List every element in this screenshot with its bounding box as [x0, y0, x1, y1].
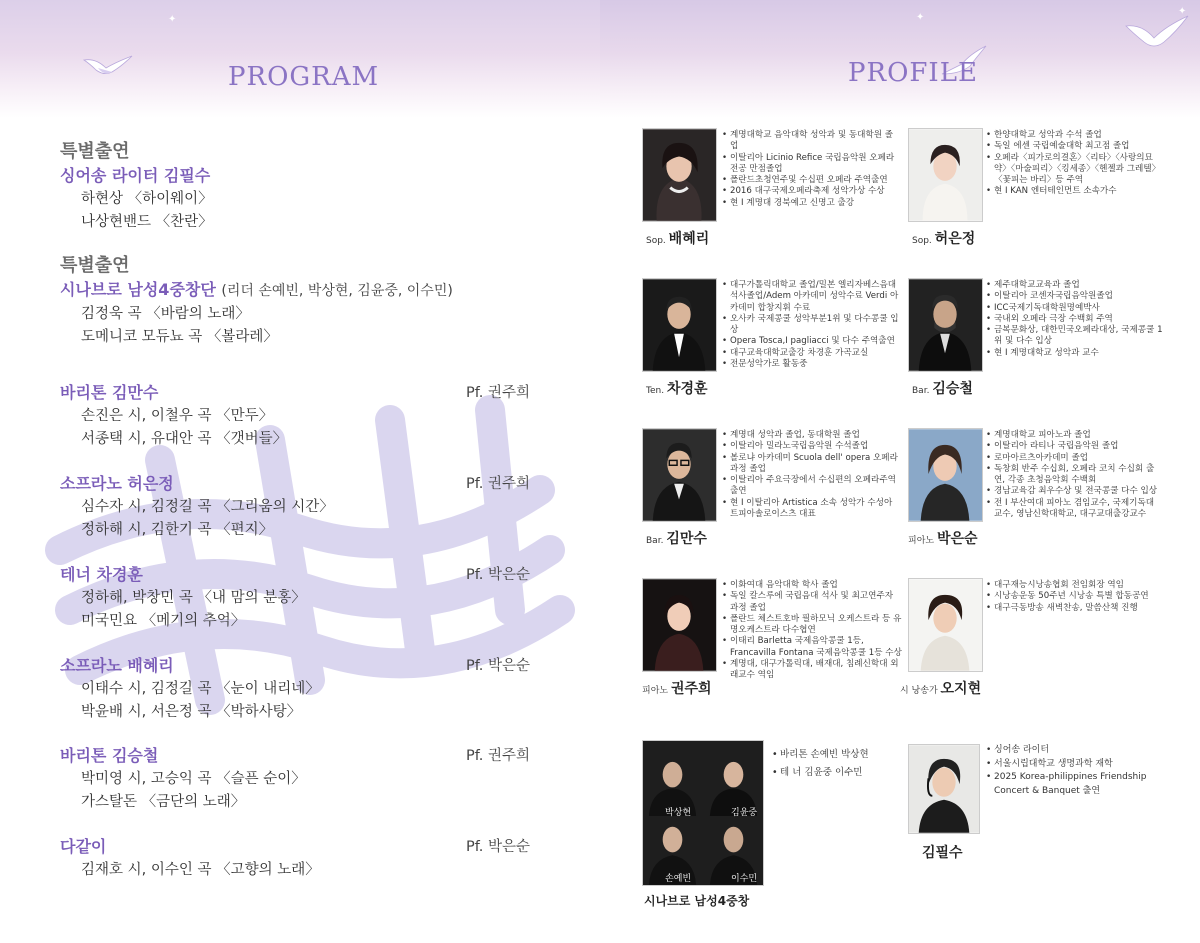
bio-list — [986, 280, 1164, 359]
bio-item: • 계명대학교 피아노과 졸업 — [986, 430, 1164, 441]
program-item: 김재호 시, 이수인 곡 〈고향의 노래〉 — [81, 862, 320, 878]
portrait-photo — [908, 428, 983, 522]
portrait-photo — [908, 744, 980, 834]
bio-item: • 이탈리아 주요극장에서 수십편의 오페라주역 출연 — [722, 475, 900, 498]
person-name: 권주희 — [670, 681, 712, 697]
group-photo — [642, 740, 764, 886]
seagull-icon — [1124, 12, 1190, 52]
person-name: 차경훈 — [666, 381, 708, 397]
person-role: Sop. — [646, 236, 666, 246]
program-item: 서종택 시, 유대안 곡 〈갯버들〉 — [81, 431, 288, 447]
person-name: 김만수 — [666, 531, 707, 547]
pianist-label: Pf. 권주희 — [465, 476, 530, 492]
pianist-label: Pf. 박은순 — [465, 839, 530, 855]
bio-item: • 독창회 반주 수십회, 오페라 코치 수십회 출연, 각종 초청음악회 수백회 — [986, 464, 1164, 487]
bio-list — [722, 580, 902, 682]
program-item: 하현상 〈하이웨이〉 — [81, 191, 213, 207]
bio-item: • 대구교육대학교출강 차경훈 가곡교실 — [722, 348, 902, 359]
bio-list — [986, 580, 1164, 614]
bio-item: • 전문성악가로 활동중 — [722, 359, 902, 370]
bio-list — [722, 130, 900, 209]
performer-name: 테너 차경훈 — [60, 565, 143, 584]
performer-name: 바리톤 김승철 — [60, 746, 159, 765]
person-role: 시 낭송가 — [900, 686, 938, 696]
program-item: 심수자 시, 김정길 곡 〈그리움의 시간〉 — [81, 499, 334, 515]
bio-item: • 오페라〈피가로의결혼〉〈리타〉〈사랑의묘약〉〈마술피리〉〈킹세종〉〈헨젤과 그레텔〉〈꽃피는 바리〉등 주역 — [986, 153, 1164, 187]
bio-list — [772, 746, 912, 782]
member-tag: 이수민 — [731, 874, 758, 884]
bio-item: • 대구극동방송 새벽찬송, 말씀산책 진행 — [986, 603, 1164, 614]
bio-list — [986, 744, 1176, 798]
person-role: 피아노 — [908, 536, 935, 546]
bio-item: • 이탈리아 코센자국립음악원졸업 — [986, 291, 1164, 302]
member-tag: 박상현 — [665, 808, 692, 818]
bio-item: • 서울시립대학교 생명과학 재학 — [986, 758, 1176, 772]
performer-members: (리더 손예빈, 박상현, 김윤중, 이수민) — [221, 283, 453, 299]
member-tag: 손예빈 — [665, 874, 692, 884]
pianist-label: Pf. 박은순 — [465, 658, 530, 674]
program-item: 박윤배 시, 서은정 곡 〈박하사탕〉 — [81, 704, 302, 720]
performer-name: 다같이 — [60, 837, 107, 856]
bio-item: • 계명대 성악과 졸업, 동대학원 졸업 — [722, 430, 900, 441]
pianist-label: Pf. 권주희 — [465, 748, 530, 764]
member-tag: 김윤중 — [731, 808, 758, 818]
person-name: 오지현 — [940, 681, 982, 697]
person-name: 배혜리 — [668, 231, 710, 247]
program-item: 김정욱 곡 〈바람의 노래〉 — [81, 306, 250, 322]
bio-item: • 현 I 계명대 경북예고 신명고 출강 — [722, 198, 900, 209]
bio-item: • 독일 칼스루에 국립음대 석사 및 최고연주자 과정 졸업 — [722, 591, 902, 614]
portrait-photo — [908, 278, 983, 372]
performance-block — [60, 654, 550, 724]
person-name: 허은정 — [934, 231, 976, 247]
performer-name: 소프라노 배혜리 — [60, 656, 174, 675]
pianist-label: Pf. 박은순 — [465, 567, 530, 583]
bio-item: • 대구가톨릭대학교 졸업/밀본 엘리자베스음대 석사졸업/Adem 아카데미 성악수료 Verdi 아카데미 합창지휘 수료 — [722, 280, 902, 314]
person-role: 피아노 — [642, 686, 669, 696]
bio-item: • 2025 Korea-philippines Friendship Concert & Banquet 출연 — [986, 771, 1176, 798]
bio-list — [986, 430, 1164, 520]
bio-item: • 독일 에센 국립예술대학 최고점 졸업 — [986, 141, 1164, 152]
person-name: 박은순 — [936, 531, 978, 547]
sparkle-icon: ✦ — [1178, 6, 1187, 17]
person-role: Bar. — [646, 536, 664, 546]
section-heading: 특별출연 — [60, 141, 130, 162]
group-name: 시나브로 남성4중창 — [644, 894, 750, 908]
special-guest-2 — [60, 254, 550, 349]
performer-label: 시나브로 남성4중창단 — [60, 280, 216, 299]
program-item: 나상현밴드 〈찬란〉 — [81, 214, 213, 230]
bio-item: • 2016 대구국제오페라축제 성악가상 수상 — [722, 186, 900, 197]
bio-item: • 현 I 계명대학교 성악과 교수 — [986, 348, 1164, 359]
bio-item: • 계명대학교 음악대학 성악과 및 동대학원 졸업 — [722, 130, 900, 153]
person-role: Sop. — [912, 236, 932, 246]
performance-block — [60, 563, 550, 633]
portrait-photo — [642, 128, 717, 222]
performer-name: 바리톤 김만수 — [60, 383, 159, 402]
bio-item: • 대구재능시낭송협회 전임회장 역임 — [986, 580, 1164, 591]
portrait-photo — [908, 578, 983, 672]
bio-item: • ICC국제기독대학원명예박사 — [986, 303, 1164, 314]
bio-item: • 이화여대 음악대학 학사 졸업 — [722, 580, 902, 591]
bio-item: • 싱어송 라이터 — [986, 744, 1176, 758]
bio-item: • 현 I 이탈리아 Artistica 소속 성악가 수성아트피아솔로이스츠 대표 — [722, 498, 900, 521]
special-guest-1 — [60, 140, 550, 234]
performance-block — [60, 381, 550, 451]
portrait-photo — [908, 128, 983, 222]
bio-item: • 볼로냐 아카데미 Scuola dell' opera 오페라과정 졸업 — [722, 453, 900, 476]
program-item: 박미영 시, 고승익 곡 〈슬픈 순이〉 — [81, 771, 306, 787]
pianist-label: Pf. 권주희 — [465, 385, 530, 401]
bio-item: • 시낭송운동 50주년 시낭송 특별 합동공연 — [986, 591, 1164, 602]
bio-item: • 이탈리아 Licinio Refice 국립음악원 오페라전공 만점졸업 — [722, 153, 900, 176]
bio-item: • 바리톤 손예빈 박상현 — [772, 746, 912, 764]
bio-item: • 폴란드초청연주및 수십편 오페라 주역출연 — [722, 175, 900, 186]
performance-block — [60, 472, 550, 542]
bio-list — [986, 130, 1164, 198]
program-item: 도메니코 모듀뇨 곡 〈볼라레〉 — [81, 329, 278, 345]
person-caption — [900, 678, 981, 698]
person-role: Bar. — [912, 386, 930, 396]
bio-item: • 테 너 김윤중 이수민 — [772, 764, 912, 782]
program-item: 정하해 시, 김한기 곡 〈편지〉 — [81, 522, 274, 538]
bio-item: • Opera Tosca,I pagliacci 및 다수 주역출연 — [722, 336, 902, 347]
bio-item: • 국내외 오페라 극장 수백회 주역 — [986, 314, 1164, 325]
person-caption — [646, 228, 709, 248]
section-heading: 특별출연 — [60, 255, 130, 276]
performance-block — [60, 835, 550, 882]
program-item: 정하해, 박창민 곡 〈내 맘의 분홍〉 — [81, 590, 306, 606]
person-name: 김승철 — [932, 381, 973, 397]
bio-list — [722, 430, 900, 520]
program-item: 미국민요 〈메기의 추억〉 — [81, 613, 246, 629]
person-caption — [908, 528, 978, 548]
bio-item: • 오사카 국제콩쿨 성악부분1위 및 다수콩쿨 입상 — [722, 314, 902, 337]
bio-item: • 계명대, 대구가톨릭대, 배재대, 침례신학대 외래교수 역임 — [722, 659, 902, 682]
bio-item: • 이태리 Barletta 국제음악콩쿨 1등, Francavilla Fontana 국제음악콩쿨 1등 수상 — [722, 636, 902, 659]
sparkle-icon: ✦ — [168, 14, 177, 25]
profile-title: PROFILE — [848, 58, 978, 88]
bio-item: • 폴란드 체스트호바 필하모닉 오케스트라 등 유명오케스트라 다수협연 — [722, 614, 902, 637]
bio-item: • 이탈리아 라티나 국립음악원 졸업 — [986, 441, 1164, 452]
person-caption — [646, 528, 707, 548]
program-item: 손진은 시, 이철우 곡 〈만두〉 — [81, 408, 274, 424]
person-role: Ten. — [646, 386, 665, 396]
person-caption — [642, 678, 712, 698]
profile-page — [600, 0, 1200, 943]
bio-item: • 제주대학교교육과 졸업 — [986, 280, 1164, 291]
bio-item: • 전 I 부산여대 피아노 겸임교수, 국제기독대 교수, 영남신학대학교, 대구교대출강교수 — [986, 498, 1164, 521]
seagull-icon — [82, 52, 134, 80]
bio-item: • 한양대학교 성악과 수석 졸업 — [986, 130, 1164, 141]
performance-block — [60, 744, 550, 814]
bio-item: • 이탈리아 밀라노국립음악원 수석졸업 — [722, 441, 900, 452]
program-item: 가스탈돈 〈금단의 노래〉 — [81, 794, 246, 810]
person-caption — [646, 378, 708, 398]
guest-name: 김필수 — [922, 845, 963, 861]
sparkle-icon: ✦ — [916, 12, 925, 23]
person-caption — [912, 378, 973, 398]
portrait-photo — [642, 278, 717, 372]
person-caption — [912, 228, 975, 248]
bio-item: • 금복문화상, 대한민국오페라대상, 국제콩쿨 1위 및 다수 입상 — [986, 325, 1164, 348]
program-title: PROGRAM — [228, 62, 380, 92]
portrait-photo — [642, 428, 717, 522]
performer-name: 소프라노 허은정 — [60, 474, 174, 493]
bio-item: • 로마아르츠아카데미 졸업 — [986, 453, 1164, 464]
performer-name: 싱어송 라이터 김필수 — [60, 166, 211, 185]
bio-list — [722, 280, 902, 370]
performer-name — [60, 278, 550, 303]
bio-item: • 경남교육감 최우수상 및 전국콩쿨 다수 입상 — [986, 486, 1164, 497]
bio-item: • 현 I KAN 엔터테인먼트 소속가수 — [986, 186, 1164, 197]
program-item: 이태수 시, 김정길 곡 〈눈이 내리네〉 — [81, 681, 320, 697]
portrait-photo — [642, 578, 717, 672]
